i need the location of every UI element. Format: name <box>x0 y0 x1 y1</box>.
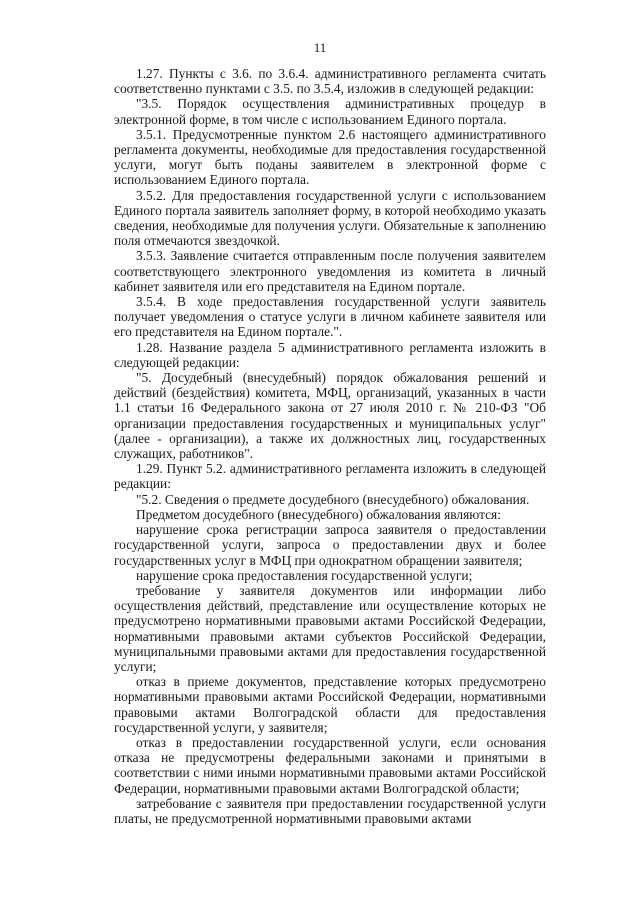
paragraph: нарушение срока регистрации запроса заявителя о предоставлении государственной услуги, запроса о предоставлении двух и более государственных услуг в МФЦ при однократном обращении заявителя; <box>114 522 546 568</box>
paragraph: 1.27. Пункты с 3.6. по 3.6.4. административного регламента считать соответственно пунктами с 3.5. по 3.5.4, изложив в следующей редакции: <box>114 66 546 97</box>
paragraph: 3.5.3. Заявление считается отправленным после получения заявителем соответствующего электронного уведомления из комитета в личный кабинет заявителя или его представителя на Едином портале. <box>114 248 546 294</box>
document-body <box>114 66 546 826</box>
paragraph: нарушение срока предоставления государственной услуги; <box>136 567 473 583</box>
page-number: 11 <box>313 40 327 55</box>
paragraph: требование у заявителя документов или информации либо осуществления действий, представление или осуществление которых не предусмотрено нормативными правовыми актами Российской Федерации, нормативными правовыми актами субъектов Российской Федерации, муниципальными правовыми актами для предоставления государственной услуги; <box>114 582 546 674</box>
paragraph: "5.2. Сведения о предмете досудебного (внесудебного) обжалования. <box>136 491 530 507</box>
paragraph: отказ в предоставлении государственной услуги, если основания отказа не предусмотрены федеральными законами и принятыми в соответствии с ними иными нормативными правовыми актами Российской Федерации, нормативными правовыми актами Волгоградской области; <box>114 734 546 796</box>
paragraph: 1.28. Название раздела 5 административного регламента изложить в следующей редакции: <box>114 339 546 370</box>
paragraph: "3.5. Порядок осуществления административных процедур в электронной форме, в том числе с использованием Единого портала. <box>114 96 546 127</box>
paragraph: Предметом досудебного (внесудебного) обжалования являются: <box>136 506 501 522</box>
paragraph: отказ в приеме документов, представление которых предусмотрено нормативными правовыми актами Российской Федерации, нормативными правовыми актами Волгоградской области для предоставления государственной услуги, у заявителя; <box>114 674 546 735</box>
paragraph: "5. Досудебный (внесудебный) порядок обжалования решений и действий (бездействия) комитета, МФЦ, организаций, указанных в части 1.1 статьи 16 Федерального закона от 27 июля 2010 г. № 210-ФЗ "Об организации предоставления государственных и муниципальных услуг" (далее - организации), а также их должностных лиц, государственных служащих, работников". <box>114 370 546 462</box>
paragraph: 3.5.1. Предусмотренные пунктом 2.6 настоящего административного регламента документы, необходимые для предоставления государственной услуги, могут быть поданы заявителем в электронной форме с использованием Единого портала. <box>114 126 546 188</box>
paragraph: 3.5.4. В ходе предоставления государственной услуги заявитель получает уведомления о статусе услуги в личном кабинете заявителя или его представителя на Едином портале.". <box>114 294 546 340</box>
paragraph: 1.29. Пункт 5.2. административного регламента изложить в следующей редакции: <box>114 461 546 492</box>
paragraph: затребование с заявителя при предоставлении государственной услуги платы, не предусмотренной нормативными правовыми актами <box>114 795 546 826</box>
paragraph: 3.5.2. Для предоставления государственной услуги с использованием Единого портала заявитель заполняет форму, в которой необходимо указать сведения, необходимые для получения услуги. Обязательные к заполнению поля отмечаются звездочкой. <box>114 187 546 249</box>
